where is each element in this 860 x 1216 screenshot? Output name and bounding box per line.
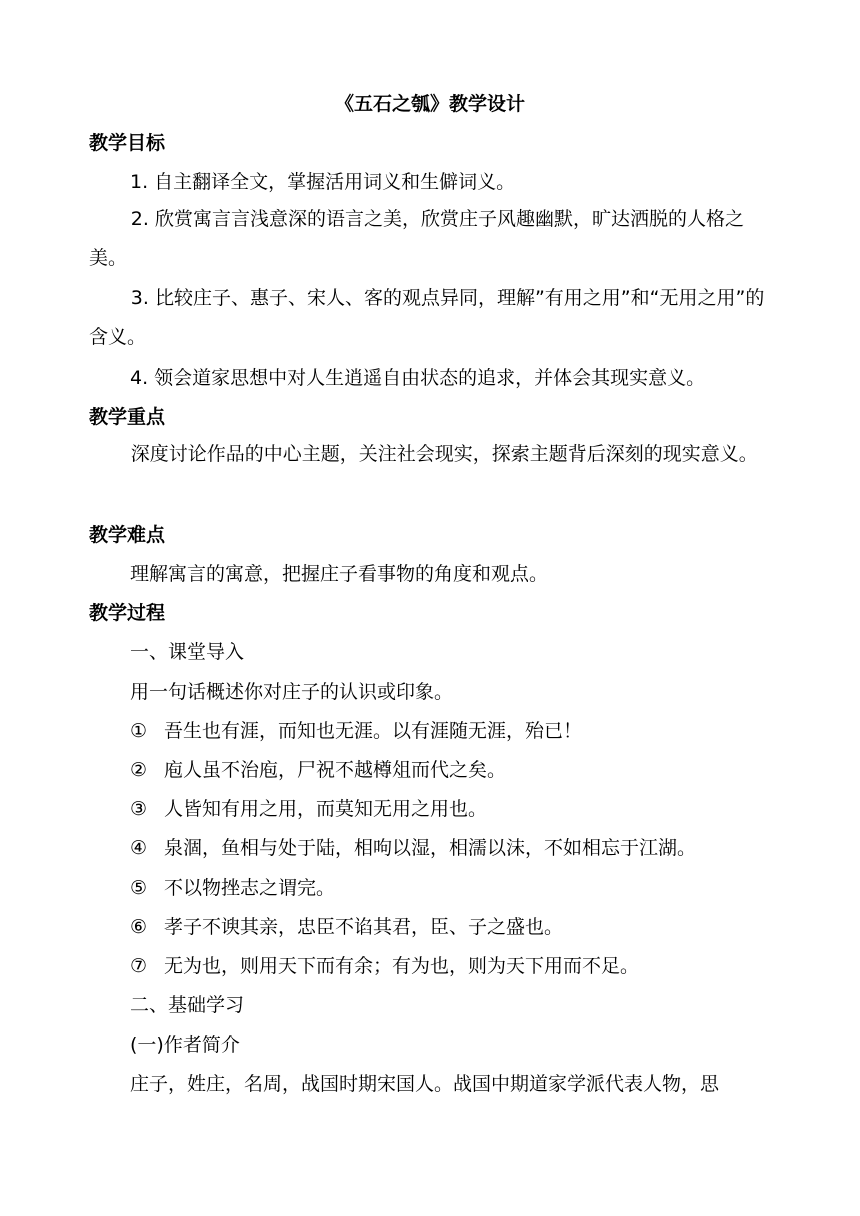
- quote-item: [130, 915, 563, 939]
- goal-item-3: 3. 比较庄子、惠子、宋人、客的观点异同，理解”有用之用”和“无用之用”的含义。: [89, 287, 765, 348]
- quote-text: 不以物挫志之谓完。: [164, 877, 336, 899]
- quote-text: 人皆知有用之用，而莫知无用之用也。: [164, 798, 488, 820]
- quote-text: 泉涸，鱼相与处于陆，相呴以湿，相濡以沫，不如相忘于江湖。: [164, 837, 697, 859]
- quote-item: [130, 719, 582, 743]
- section2-title: 二、基础学习: [130, 994, 245, 1016]
- quote-number: ⑤: [130, 877, 148, 899]
- difficulties-heading: 教学难点: [89, 524, 166, 546]
- quote-number: ①: [130, 720, 148, 742]
- section2-subheading: (一)作者简介: [130, 1034, 240, 1056]
- section1-prompt: 用一句话概述你对庄子的认识或印象。: [130, 681, 454, 703]
- difficulties-text: 理解寓言的寓意，把握庄子看事物的角度和观点。: [130, 563, 549, 585]
- quote-text: 庖人虽不治庖，尸祝不越樽俎而代之矣。: [164, 759, 507, 781]
- quote-number: ⑦: [130, 955, 148, 977]
- key-points-text: 深度讨论作品的中心主题，关注社会现实，探索主题背后深刻的现实意义。: [130, 443, 758, 465]
- quote-text: 孝子不谀其亲，忠臣不谄其君，臣、子之盛也。: [164, 916, 564, 938]
- quote-text: 吾生也有涯，而知也无涯。以有涯随无涯，殆已！: [164, 720, 583, 742]
- quote-item: [130, 954, 639, 978]
- quote-text: 无为也，则用天下而有余；有为也，则为天下用而不足。: [164, 955, 640, 977]
- quote-item: [130, 876, 335, 900]
- goal-item-2: 2. 欣赏寓言言浅意深的语言之美，欣赏庄子风趣幽默，旷达洒脱的人格之美。: [89, 208, 744, 269]
- key-points-heading: 教学重点: [89, 406, 166, 428]
- quote-number: ②: [130, 759, 148, 781]
- quote-number: ③: [130, 798, 148, 820]
- author-intro-text: 庄子，姓庄，名周，战国时期宋国人。战国中期道家学派代表人物，思: [130, 1073, 720, 1095]
- quote-number: ⑥: [130, 916, 148, 938]
- quote-item: [130, 758, 506, 782]
- quote-number: ④: [130, 837, 148, 859]
- goals-heading: 教学目标: [89, 132, 166, 154]
- quote-item: [130, 836, 696, 860]
- goal-item-1: 1. 自主翻译全文，掌握活用词义和生僻词义。: [130, 171, 516, 193]
- quote-item: [130, 797, 487, 821]
- section1-title: 一、课堂导入: [130, 641, 245, 663]
- process-heading: 教学过程: [89, 602, 166, 624]
- goal-item-4: 4. 领会道家思想中对人生逍遥自由状态的追求，并体会其现实意义。: [130, 367, 706, 389]
- document-title: 《五石之瓠》教学设计: [334, 93, 525, 115]
